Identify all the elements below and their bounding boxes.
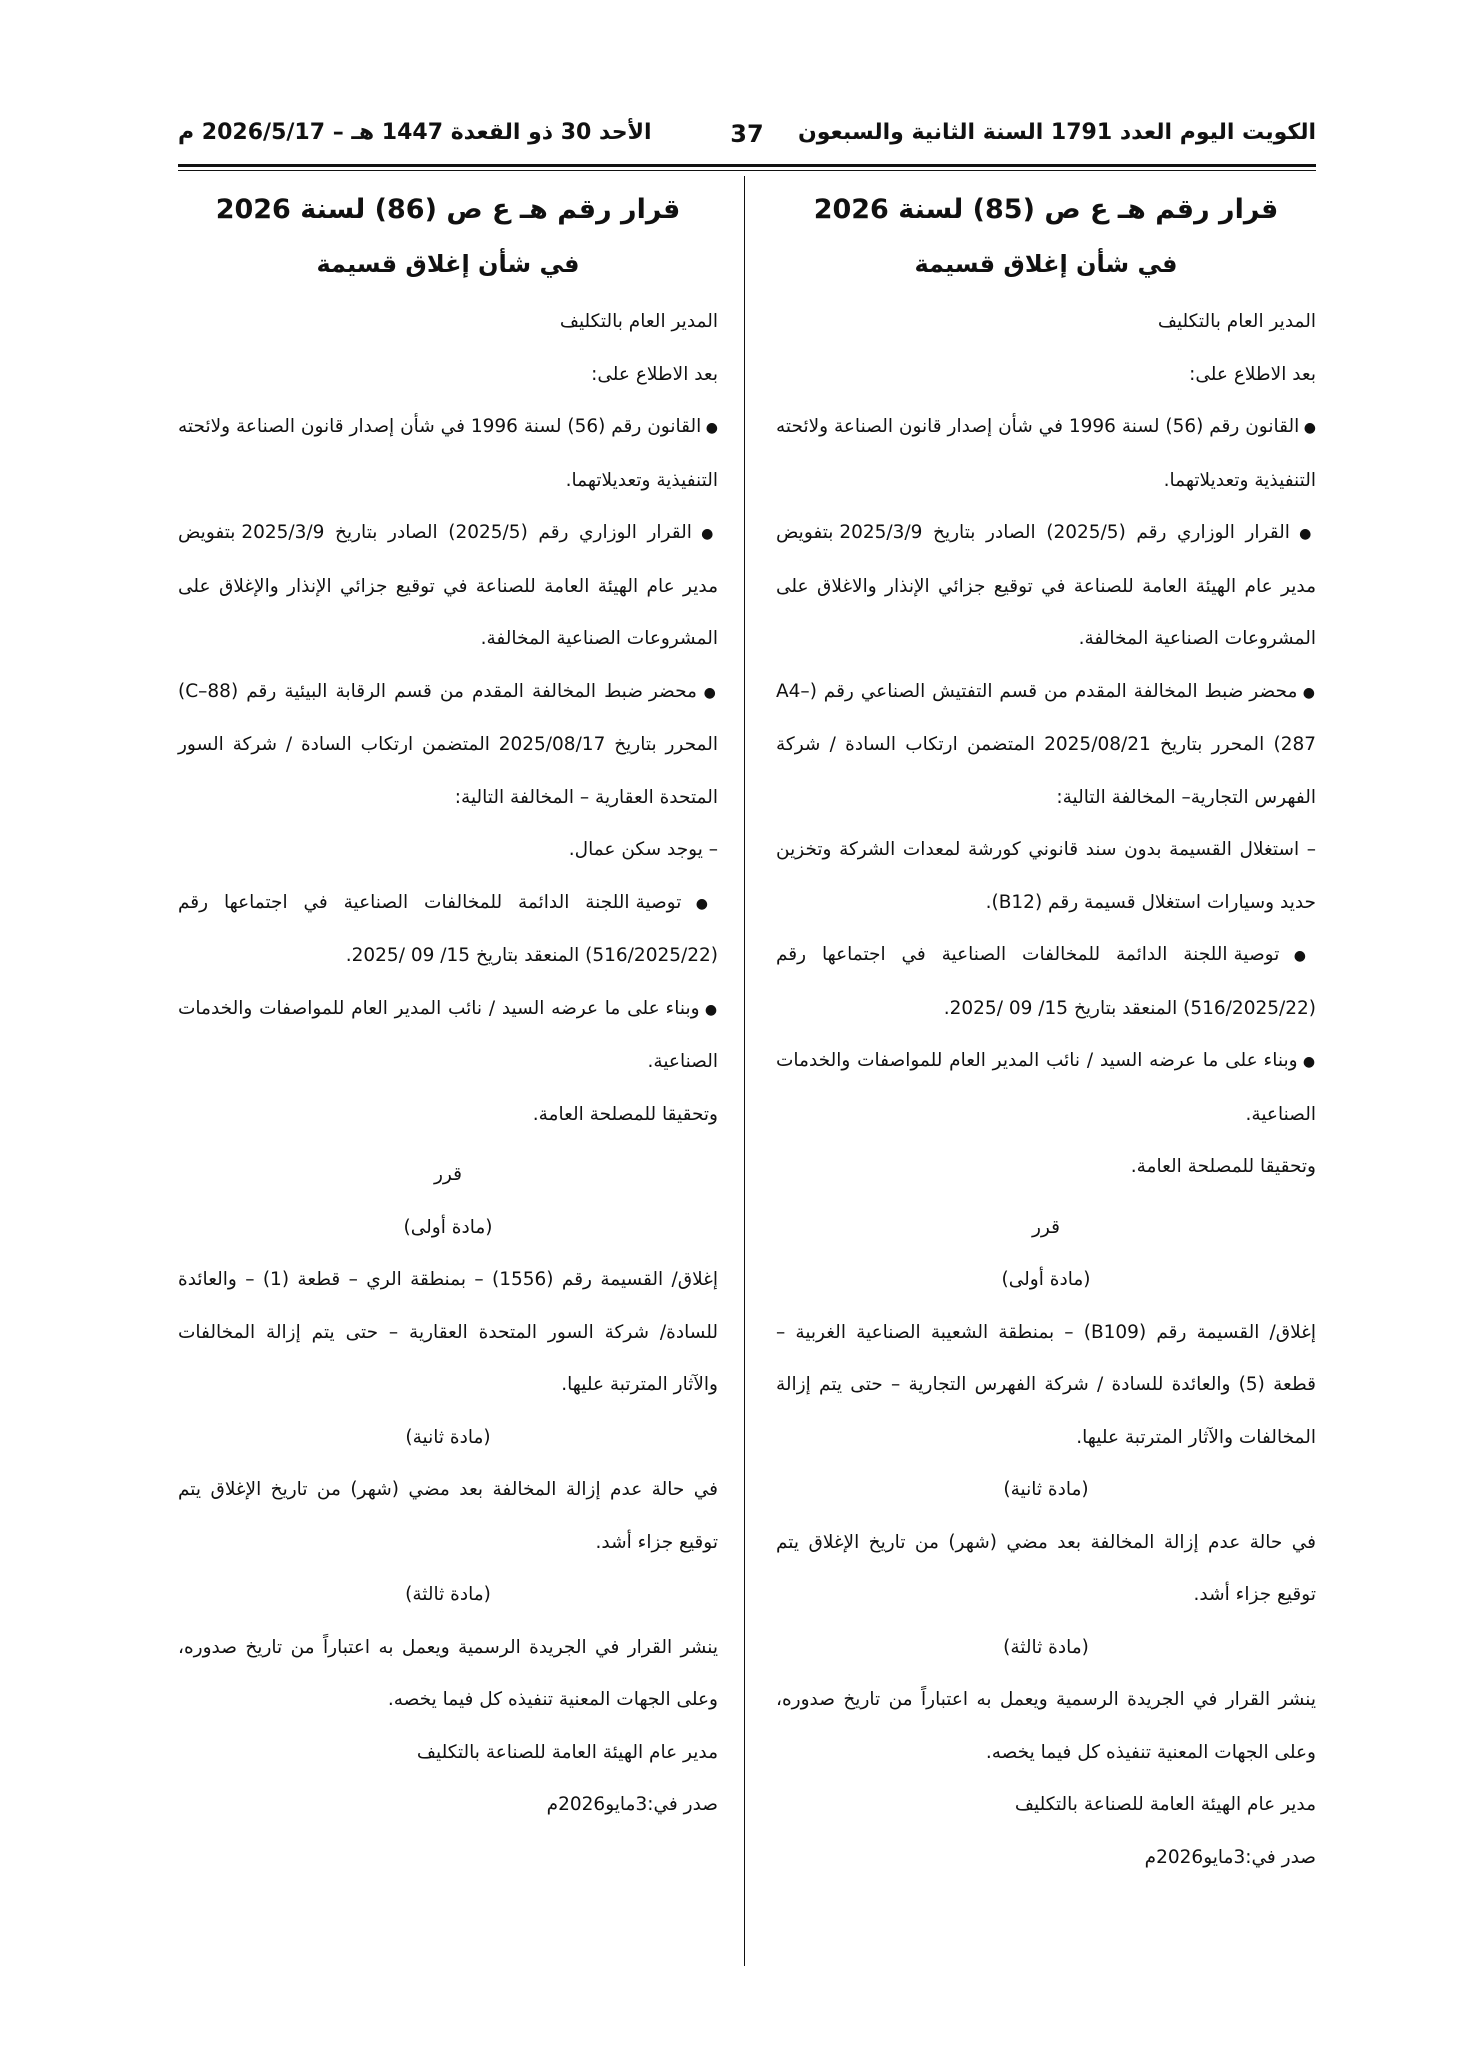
decree-85-column bbox=[776, 180, 1316, 1884]
header-date: الأحد 30 ذو القعدة 1447 هـ – 2026/5/17 م bbox=[178, 120, 652, 145]
decree-85-issuer: المدير العام بالتكليف bbox=[1157, 311, 1316, 332]
decree-86-article-3-title: (مادة ثالثة) bbox=[405, 1584, 491, 1605]
decree-86-issue-date: صدر في:3مايو2026م bbox=[546, 1794, 718, 1815]
decree-86-issuer: المدير العام بالتكليف bbox=[559, 311, 718, 332]
header-rule-thick bbox=[178, 164, 1316, 167]
decree-85-article-3: ينشر القرار في الجريدة الرسمية ويعمل به اعتباراً من تاريخ صدوره، وعلى الجهات المعنية تنفيذه كل فيما يخصه. bbox=[776, 1689, 1316, 1763]
decree-86-article-2: في حالة عدم إزالة المخالفة بعد مضي (شهر) من تاريخ الإغلاق يتم توقيع جزاء أشد. bbox=[178, 1479, 718, 1553]
decree-86-article-1: إغلاق/ القسيمة رقم (1556) – بمنطقة الري – قطعة (1) – والعائدة للسادة/ شركة السور المتحدة العقارية – حتى يتم إزالة المخالفات والآثار المترتبة عليها. bbox=[178, 1269, 718, 1395]
page-header bbox=[178, 120, 1316, 160]
decree-85-article-1: إغلاق/ القسيمة رقم (B109) – بمنطقة الشعيبة الصناعية الغربية – قطعة (5) والعائدة للسادة / شركة الفهرس التجارية – حتى يتم إزالة المخالفات والآثار المترتبة عليها. bbox=[776, 1321, 1316, 1448]
decree-86-article-3: ينشر القرار في الجريدة الرسمية ويعمل به اعتباراً من تاريخ صدوره، وعلى الجهات المعنية تنفيذه كل فيما يخصه. bbox=[178, 1636, 718, 1710]
decree-85-decided: قرر bbox=[1032, 1216, 1060, 1238]
decree-85-violation-report: ● محضر ضبط المخالفة المقدم من قسم التفتيش الصناعي رقم (A4–287) المحرر بتاريخ 2025/08/21 المتضمن ارتكاب السادة / شركة الفهرس التجارية– المخالفة التالية: bbox=[776, 666, 1316, 825]
decree-86-violation-report: ● محضر ضبط المخالفة المقدم من قسم الرقابة البيئية رقم (C–88) المحرر بتاريخ 2025/08/17 المتضمن ارتكاب السادة / شركة السور المتحدة العقارية – المخالفة التالية: bbox=[178, 666, 718, 825]
decree-85-law-reference: ● القانون رقم (56) لسنة 1996 في شأن إصدار قانون الصناعة ولائحته التنفيذية وتعديلاتهما. bbox=[776, 401, 1316, 507]
header-rule-thin bbox=[178, 170, 1316, 171]
decree-86-committee-recommendation: ● توصية اللجنة الدائمة للمخالفات الصناعية في اجتماعها رقم (516/2025/22) المنعقد بتاريخ 15/ 09 /2025. bbox=[178, 877, 718, 983]
decree-86-intro: بعد الاطلاع على: bbox=[591, 363, 718, 385]
decree-86-violation-item: – يوجد سكن عمال. bbox=[568, 839, 718, 860]
header-issue-info: الكويت اليوم العدد 1791 السنة الثانية والسبعون bbox=[797, 120, 1316, 145]
decree-85-article-2: في حالة عدم إزالة المخالفة بعد مضي (شهر) من تاريخ الإغلاق يتم توقيع جزاء أشد. bbox=[776, 1531, 1316, 1605]
decree-86-column bbox=[178, 180, 718, 1832]
decree-85-title: قرار رقم هـ ع ص (85) لسنة 2026 bbox=[813, 194, 1279, 225]
decree-86-title: قرار رقم هـ ع ص (86) لسنة 2026 bbox=[215, 194, 681, 225]
decree-86-decided: قرر bbox=[434, 1164, 462, 1185]
decree-85-public-interest: وتحقيقا للمصلحة العامة. bbox=[1130, 1156, 1316, 1177]
decree-86-article-1-title: (مادة أولى) bbox=[403, 1216, 493, 1238]
decree-85-subtitle: في شأن إغلاق قسيمة bbox=[914, 250, 1178, 278]
decree-85-article-1-title: (مادة أولى) bbox=[1001, 1269, 1091, 1290]
decree-85-proposal: ● وبناء على ما عرضه السيد / نائب المدير العام للمواصفات والخدمات الصناعية. bbox=[776, 1035, 1316, 1141]
decree-86-subtitle: في شأن إغلاق قسيمة bbox=[316, 250, 580, 278]
decree-85-ministerial-decision: ● القرار الوزاري رقم (2025/5) الصادر بتاريخ 2025/3/9 بتفويض مدير عام الهيئة العامة للصناعة في توقيع جزائي الإنذار والاغلاق على المشروعات الصناعية المخالفة. bbox=[776, 507, 1316, 666]
column-divider bbox=[744, 176, 745, 1966]
decree-85-article-2-title: (مادة ثانية) bbox=[1003, 1479, 1089, 1500]
decree-85-violation-item: – استغلال القسيمة بدون سند قانوني كورشة لمعدات الشركة وتخزين حديد وسيارات استغلال قسيمة رقم (B12). bbox=[776, 839, 1316, 913]
header-page-number: 37 bbox=[730, 120, 764, 148]
decree-85-committee-recommendation: ● توصية اللجنة الدائمة للمخالفات الصناعية في اجتماعها رقم (516/2025/22) المنعقد بتاريخ 15/ 09 /2025. bbox=[776, 929, 1316, 1035]
decree-85-intro: بعد الاطلاع على: bbox=[1189, 363, 1316, 385]
decree-86-article-2-title: (مادة ثانية) bbox=[405, 1426, 491, 1448]
decree-86-law-reference: ● القانون رقم (56) لسنة 1996 في شأن إصدار قانون الصناعة ولائحته التنفيذية وتعديلاتهما. bbox=[178, 401, 718, 507]
decree-86-proposal: ● وبناء على ما عرضه السيد / نائب المدير العام للمواصفات والخدمات الصناعية. bbox=[178, 983, 718, 1089]
decree-86-public-interest: وتحقيقا للمصلحة العامة. bbox=[532, 1103, 718, 1125]
decree-85-article-3-title: (مادة ثالثة) bbox=[1003, 1636, 1089, 1658]
decree-86-ministerial-decision: ● القرار الوزاري رقم (2025/5) الصادر بتاريخ 2025/3/9 بتفويض مدير عام الهيئة العامة للصناعة في توقيع جزائي الإنذار والإغلاق على المشروعات الصناعية المخالفة. bbox=[178, 507, 718, 666]
decree-86-signature: مدير عام الهيئة العامة للصناعة بالتكليف bbox=[416, 1741, 718, 1763]
decree-85-signature: مدير عام الهيئة العامة للصناعة بالتكليف bbox=[1014, 1794, 1316, 1815]
decree-85-issue-date: صدر في:3مايو2026م bbox=[1144, 1846, 1316, 1868]
